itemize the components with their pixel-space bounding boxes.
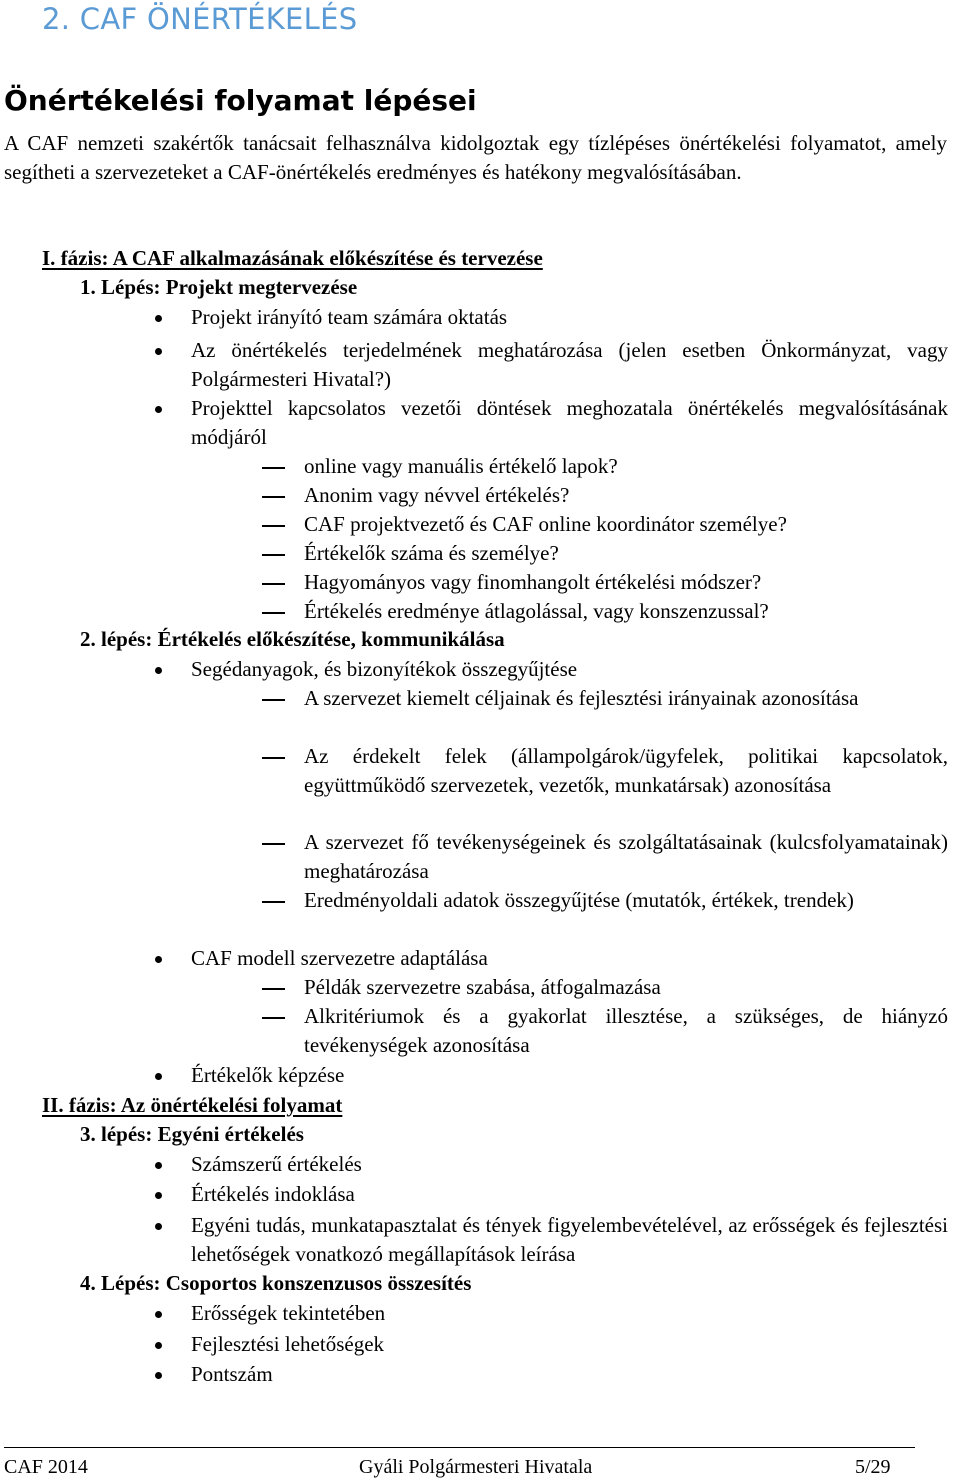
sub-list-item: Példák szervezetre szabása, átfogalmazása <box>304 975 661 999</box>
sub-list-item: Anonim vagy névvel értékelés? <box>304 483 570 507</box>
sub-list-item: Alkritériumok és a gyakorlat illesztése, a szükséges, de hiányzó tevékenységek azonosítása <box>304 1004 948 1057</box>
sub-list-item: CAF projektvezető és CAF online koordinátor személye? <box>304 512 787 536</box>
step4-title: 4. Lépés: Csoportos konszenzusos összesítés <box>80 1271 472 1295</box>
list-item: Projekttel kapcsolatos vezetői döntések meghozatala önértékelés megvalósításának módjáról <box>191 396 948 449</box>
bullet-dot <box>155 1311 162 1318</box>
dash-marker <box>262 525 285 527</box>
section-title: Önértékelési folyamat lépései <box>4 84 477 117</box>
dash-marker <box>262 612 285 614</box>
chapter-title: 2. CAF ÖNÉRTÉKELÉS <box>42 2 358 36</box>
sub-list-item: Értékelők száma és személye? <box>304 541 559 565</box>
intro-paragraph: A CAF nemzeti szakértők tanácsait felhasználva kidolgoztak egy tízlépéses önértékelési folyamatot, amely segítheti a szervezeteket a CAF-önértékelés eredményes és hatékony megvalósításában. <box>4 131 947 184</box>
sub-list-item: Hagyományos vagy finomhangolt értékelési módszer? <box>304 570 762 594</box>
sub-list-item: A szervezet fő tevékenységeinek és szolgáltatásainak (kulcsfolyamatainak) meghatározása <box>304 830 948 883</box>
bullet-dot <box>155 1223 162 1230</box>
list-item: Erősségek tekintetében <box>191 1301 386 1325</box>
step3-title: 3. lépés: Egyéni értékelés <box>80 1122 304 1146</box>
list-item: Projekt irányító team számára oktatás <box>191 305 508 329</box>
sub-list-item: online vagy manuális értékelő lapok? <box>304 454 618 478</box>
list-item: Az önértékelés terjedelmének meghatározása (jelen esetben Önkormányzat, vagy Polgármesteri Hivatal?) <box>191 338 948 391</box>
bullet-dot <box>155 1372 162 1379</box>
list-item: Segédanyagok, és bizonyítékok összegyűjtése <box>191 657 578 681</box>
bullet-dot <box>155 406 162 413</box>
footer-left: CAF 2014 <box>4 1456 88 1478</box>
dash-marker <box>262 901 285 903</box>
dash-marker <box>262 496 285 498</box>
list-item: Fejlesztési lehetőségek <box>191 1332 385 1356</box>
dash-marker <box>262 699 285 701</box>
bullet-dot <box>155 315 162 322</box>
sub-list-item: Értékelés eredménye átlagolással, vagy konszenzussal? <box>304 599 769 623</box>
phase1-title: I. fázis: A CAF alkalmazásának előkészítése és tervezése <box>42 246 543 270</box>
list-item: Számszerű értékelés <box>191 1152 362 1176</box>
step2-title: 2. lépés: Értékelés előkészítése, kommunikálása <box>80 627 505 651</box>
bullet-dot <box>155 956 162 963</box>
bullet-dot <box>155 667 162 674</box>
bullet-dot <box>155 1162 162 1169</box>
sub-list-item: Eredményoldali adatok összegyűjtése (mutatók, értékek, trendek) <box>304 888 854 912</box>
list-item: Értékelés indoklása <box>191 1182 355 1206</box>
dash-marker <box>262 1017 285 1019</box>
dash-marker <box>262 757 285 759</box>
list-item: Pontszám <box>191 1362 273 1386</box>
dash-marker <box>262 554 285 556</box>
dash-marker <box>262 843 285 845</box>
step1-title: 1. Lépés: Projekt megtervezése <box>80 275 358 299</box>
bullet-dot <box>155 1192 162 1199</box>
dash-marker <box>262 988 285 990</box>
bullet-dot <box>155 1342 162 1349</box>
list-item: Egyéni tudás, munkatapasztalat és tények figyelembevételével, az erősségek és fejlesztési lehetőségek vonatkozó megállapítások leírása <box>191 1213 948 1266</box>
list-item: Értékelők képzése <box>191 1063 345 1087</box>
sub-list-item: A szervezet kiemelt céljainak és fejlesztési irányainak azonosítása <box>304 686 859 710</box>
footer-rule <box>4 1447 915 1448</box>
dash-marker <box>262 467 285 469</box>
dash-marker <box>262 583 285 585</box>
bullet-dot <box>155 1073 162 1080</box>
sub-list-item: Az érdekelt felek (állampolgárok/ügyfelek, politikai kapcsolatok, együttműködő szervezetek, vezetők, munkatársak) azonosítása <box>304 744 948 797</box>
footer-center: Gyáli Polgármesteri Hivatala <box>359 1456 593 1478</box>
list-item: CAF modell szervezetre adaptálása <box>191 946 488 970</box>
bullet-dot <box>155 348 162 355</box>
footer-page-number: 5/29 <box>855 1456 891 1478</box>
phase2-title: II. fázis: Az önértékelési folyamat <box>42 1093 343 1117</box>
